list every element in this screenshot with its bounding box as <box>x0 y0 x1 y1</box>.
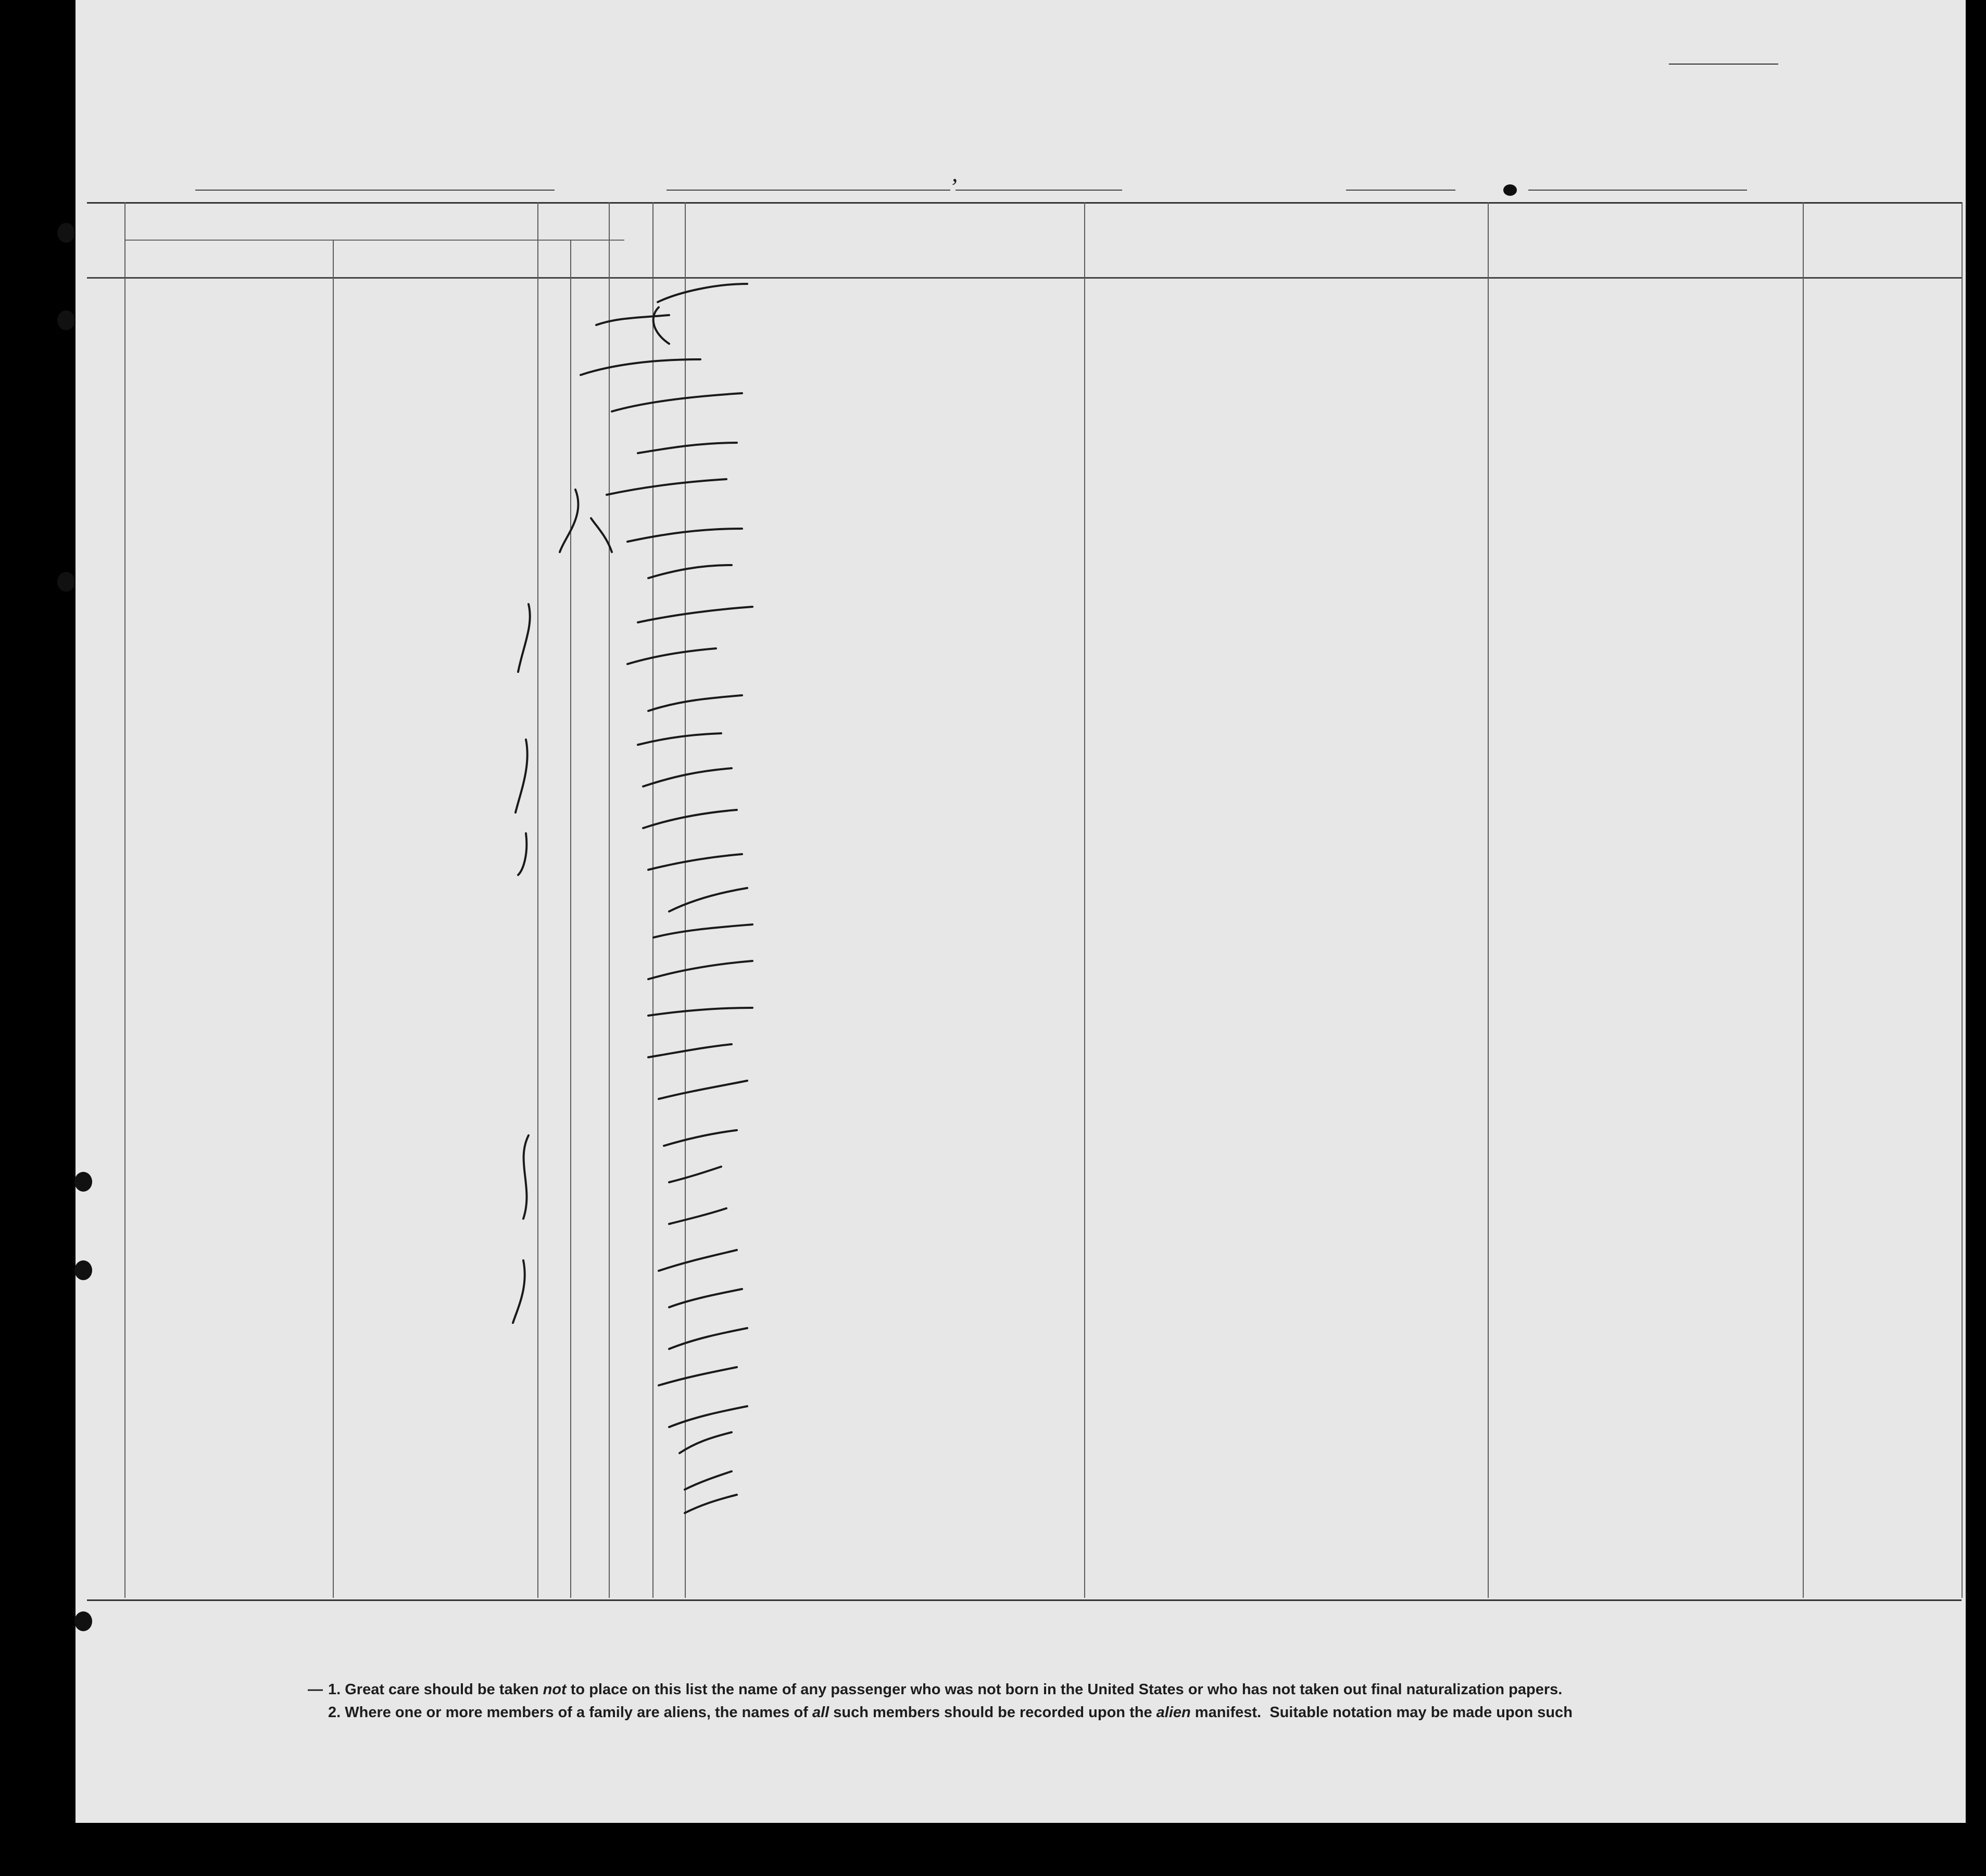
mark-line <box>648 565 732 578</box>
comma-1: , <box>952 160 958 186</box>
mark-line <box>643 768 732 786</box>
mark-line <box>581 359 700 375</box>
mark-line <box>664 1130 737 1146</box>
mark-line <box>607 479 726 495</box>
mark-line <box>612 393 742 411</box>
mark-line <box>653 924 752 937</box>
notice-dash: — <box>308 1681 323 1698</box>
mark-line <box>659 1250 737 1271</box>
mark-line <box>596 315 669 325</box>
mark-line <box>648 854 742 870</box>
notice-item-1: 1. Great care should be taken not to place on this list the name of any passenger who was not born in the United States or who has not taken out final naturalization papers. <box>328 1681 1563 1698</box>
mark-line <box>659 1081 747 1099</box>
mark-line <box>669 888 747 911</box>
mark-line <box>638 443 737 453</box>
mark-line <box>669 1328 747 1349</box>
bracket-mark <box>513 1260 525 1323</box>
bracket-mark <box>518 833 526 875</box>
mark-line <box>685 1471 732 1490</box>
mark-line <box>627 648 716 664</box>
handwritten-marks <box>76 0 1966 1615</box>
binder-hole-3 <box>57 572 75 592</box>
mark-line <box>669 1406 747 1427</box>
bracket-mark <box>560 490 579 552</box>
mark-line <box>627 529 742 542</box>
mark-line <box>638 607 752 622</box>
binder-hole-2 <box>57 310 75 330</box>
mark-line <box>653 307 669 344</box>
mark-line <box>669 1289 742 1307</box>
mark-line <box>648 695 742 711</box>
mark-line <box>658 284 747 302</box>
mark-line <box>591 518 612 552</box>
mark-line <box>648 1044 732 1057</box>
mark-line <box>643 810 737 828</box>
mark-line <box>669 1167 721 1182</box>
notice-item-2: 2. Where one or more members of a family are aliens, the names of all such members should be recorded upon the alien manifest. Suitable notation may be made upon such <box>328 1704 1573 1721</box>
mark-line <box>638 733 721 745</box>
bracket-mark <box>516 740 527 812</box>
binder-hole-1 <box>57 223 75 243</box>
bracket-mark <box>518 604 530 672</box>
mark-line <box>648 1008 752 1016</box>
mark-line <box>659 1367 737 1385</box>
mark-line <box>680 1432 732 1453</box>
bracket-mark <box>523 1135 529 1219</box>
manifest-sheet <box>76 0 1966 1823</box>
mark-line <box>685 1495 737 1513</box>
mark-line <box>648 961 752 979</box>
mark-line <box>669 1208 726 1224</box>
